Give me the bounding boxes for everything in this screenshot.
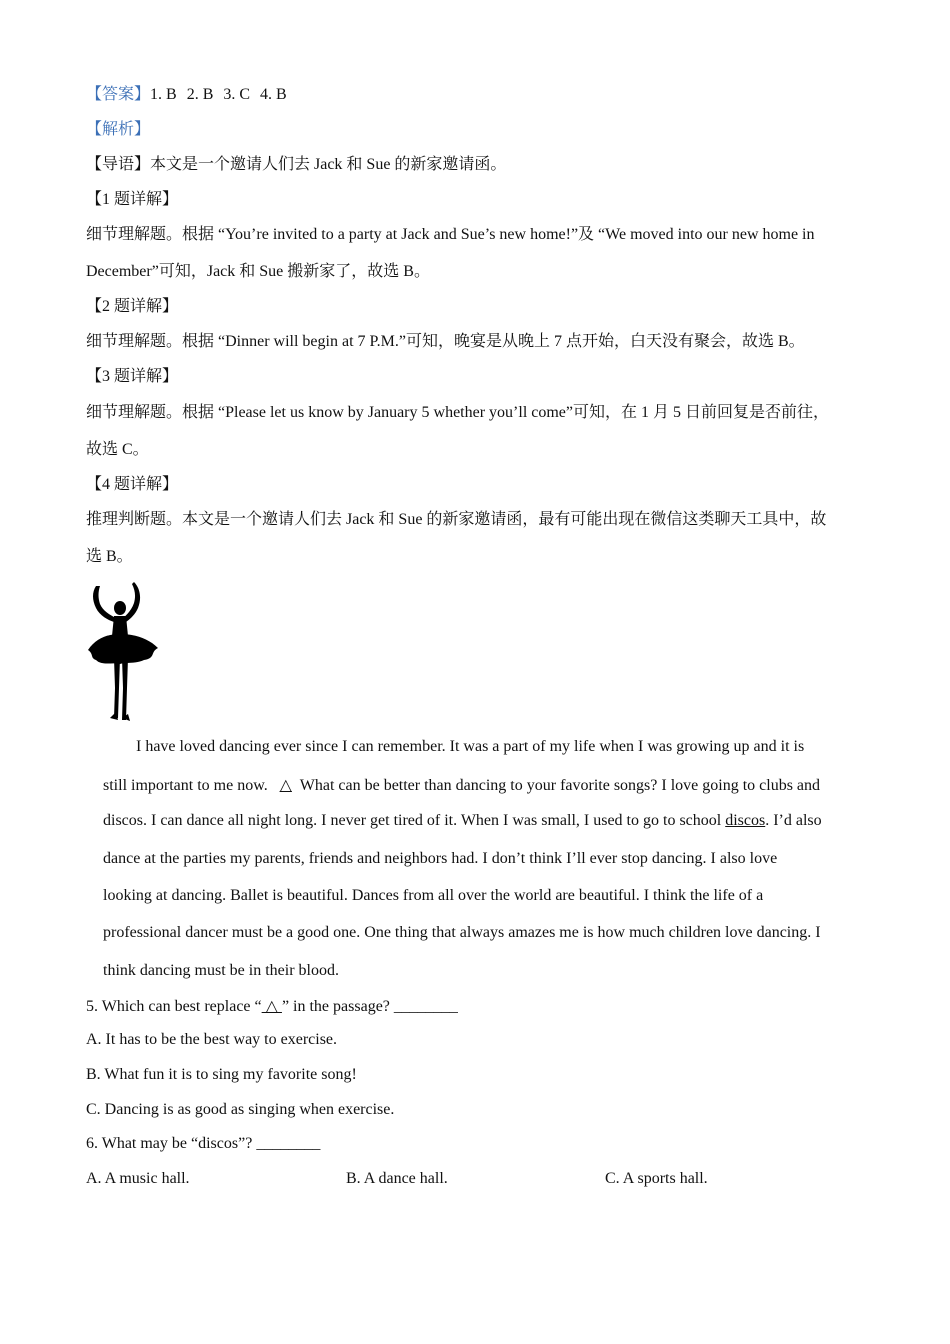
passage-text: What can be better than dancing to your favorite songs? I love going to clubs and [299, 777, 821, 794]
q5-stem-text: 5. Which can best replace “ [86, 998, 262, 1015]
q3-title: 【3 题详解】 [86, 368, 179, 385]
passage-text: still important to me now. [103, 777, 272, 794]
q6-stem: 6. What may be “discos”? ________ [86, 1135, 321, 1152]
q2-title: 【2 题详解】 [86, 298, 179, 315]
q6-option-c: C. A sports hall. [605, 1170, 708, 1187]
q5-stem [86, 996, 458, 1016]
blank-triangle: △ [279, 777, 292, 794]
answer-item: 2. B [186, 86, 214, 103]
answer-line [86, 81, 297, 104]
passage-line: dance at the parties my parents, friends and neighbors had. I don’t think I’ll ever stop dancing. I also love [103, 850, 778, 867]
q1-explanation-cont: December”可知，Jack 和 Sue 搬新家了，故选 B。 [86, 263, 430, 280]
q5-stem-text: ” in the passage? ________ [281, 998, 458, 1015]
passage-text: . I’d also [765, 812, 822, 829]
answer-item: 1. B [150, 86, 177, 103]
q4-title: 【4 题详解】 [86, 476, 179, 493]
q5-option-c: C. Dancing is as good as singing when exercise. [86, 1101, 395, 1118]
answer-item: 3. C [223, 86, 251, 103]
q2-explanation: 细节理解题。根据 “Dinner will begin at 7 P.M.”可知，晚宴是从晚上 7 点开始，白天没有聚会，故选 B。 [86, 333, 805, 350]
q5-option-a: A. It has to be the best way to exercise. [86, 1031, 338, 1048]
q6-option-a: A. A music hall. [86, 1170, 190, 1187]
q5-option-b: B. What fun it is to sing my favorite song! [86, 1066, 357, 1083]
answer-label: 【答案】 [86, 86, 151, 103]
passage-line [103, 775, 820, 795]
q3-explanation: 细节理解题。根据 “Please let us know by January 5 whether you’ll come”可知，在 1 月 5 日前回复是否前往， [86, 404, 830, 421]
q4-explanation: 推理判断题。本文是一个邀请人们去 Jack 和 Sue 的新家邀请函，最有可能出现在微信这类聊天工具中，故 [86, 511, 827, 528]
analysis-label: 【解析】 [86, 121, 151, 138]
q4-explanation-cont: 选 B。 [86, 548, 133, 565]
passage-line: I have loved dancing ever since I can remember. It was a part of my life when I was growing up and it is [136, 738, 805, 755]
underlined-word-discos: discos [725, 812, 766, 829]
q6-option-b: B. A dance hall. [346, 1170, 448, 1187]
q1-title: 【1 题详解】 [86, 191, 179, 208]
answer-item: 4. B [260, 86, 287, 103]
passage-line [103, 812, 822, 830]
q3-explanation-cont: 故选 C。 [86, 441, 149, 458]
q1-explanation: 细节理解题。根据 “You’re invited to a party at Jack and Sue’s new home!”及 “We moved into our new home in [86, 226, 815, 243]
ballerina-silhouette-image [86, 578, 160, 723]
passage-line: think dancing must be in their blood. [103, 962, 339, 979]
blank-triangle: △ [261, 998, 282, 1015]
intro-text: 【导语】本文是一个邀请人们去 Jack 和 Sue 的新家邀请函。 [86, 156, 507, 173]
passage-text: discos. I can dance all night long. I never get tired of it. When I was small, I used to go to school [103, 812, 726, 829]
passage-line: professional dancer must be a good one. One thing that always amazes me is how much children love dancing. I [103, 924, 821, 941]
passage-line: looking at dancing. Ballet is beautiful. Dances from all over the world are beautiful. I think the life of a [103, 887, 764, 904]
